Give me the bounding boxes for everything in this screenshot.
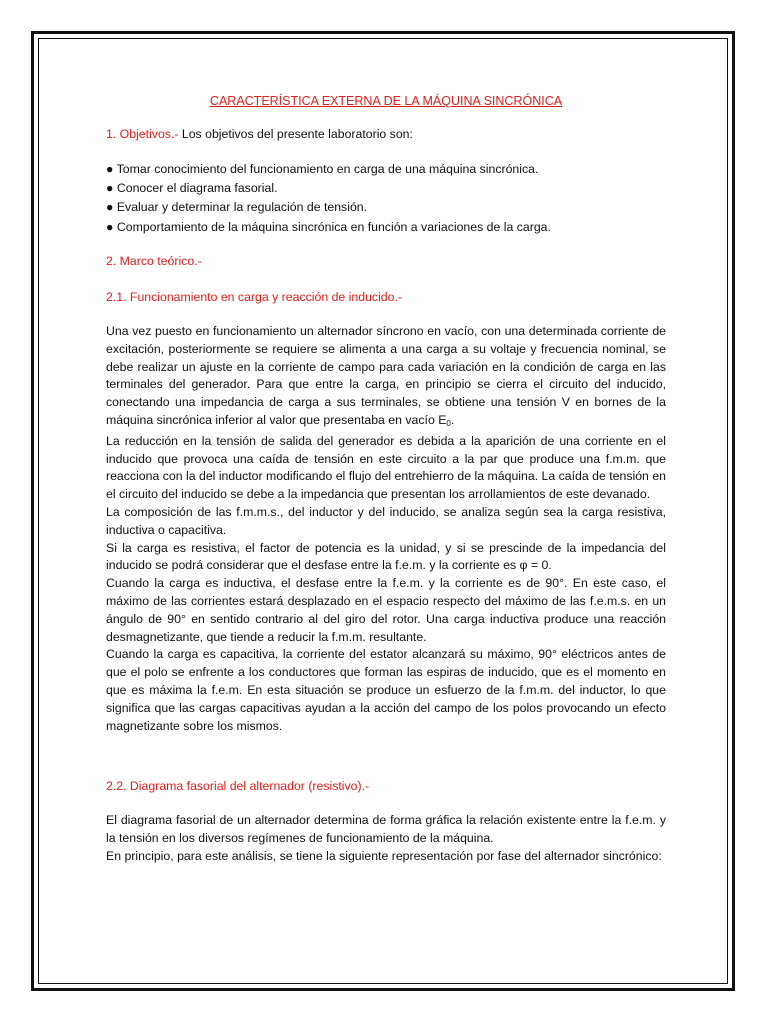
bullet-icon: ●: [106, 181, 114, 195]
objective-item: [106, 180, 277, 198]
paragraph: Cuando la carga es capacitiva, la corriente del estator alcanzará su máximo, 90° eléctricos antes de que el polo se enfrente a los conductores que forman las espiras de inducido, que es el momento en que es máxima la f.e.m. En esta situación se produce un esfuerzo de la f.m.m. del inductor, lo que significa que las cargas capacitivas ayudan a la acción del campo de los polos provocando un efecto magnetizante sobre los mismos.: [106, 647, 666, 733]
section-2-2-body: [106, 812, 666, 865]
bullet-icon: ●: [106, 220, 114, 234]
objective-item: [106, 199, 367, 217]
document-title: CARACTERÍSTICA EXTERNA DE LA MÁQUINA SINCRÓNICA: [209, 94, 563, 108]
objective-text: Comportamiento de la máquina sincrónica en función a variaciones de la carga.: [116, 220, 551, 234]
section-2-2-heading: 2.2. Diagrama fasorial del alternador (resistivo).-: [106, 779, 370, 793]
section-2-1-body: [106, 323, 666, 735]
bullet-icon: ●: [106, 162, 114, 176]
paragraph: Una vez puesto en funcionamiento un alternador síncrono en vacío, con una determinada corriente de excitación, posteriormente se requiere se alimenta a una carga a su voltaje y frecuencia nominal, se debe realizar un ajuste en la corriente de campo para cada variación en la condición de carga en las terminales del generador. Para que entre la carga, en principio se cierra el circuito del inducido, conectando una impedancia de carga a sus terminales, se obtiene una tensión V en bornes de la máquina sincrónica inferior al valor que presentaba en vacío $E_0$.: [106, 324, 666, 428]
marco-heading: 2. Marco teórico.-: [106, 254, 202, 268]
objectives-heading: 1. Objetivos.-: [106, 127, 179, 141]
paragraph: La composición de las f.m.m.s., del inductor y del inducido, se analiza según sea la carga resistiva, inductiva o capacitiva.: [106, 504, 666, 537]
paragraph: En principio, para este análisis, se tiene la siguiente representación por fase del alternador sincrónico:: [106, 848, 662, 863]
objective-item: [106, 161, 538, 179]
objective-text: Evaluar y determinar la regulación de tensión.: [116, 200, 368, 214]
objective-text: Conocer el diagrama fasorial.: [116, 181, 278, 195]
paragraph: Si la carga es resistiva, el factor de potencia es la unidad, y si se prescinde de la impedancia del inducido se podrá considerar que el desfase entre la f.e.m. y la corriente es φ = 0.: [106, 540, 666, 573]
objectives-intro: Los objetivos del presente laboratorio son:: [178, 127, 413, 141]
section-2-1-heading: 2.1. Funcionamiento en carga y reacción de inducido.-: [106, 290, 402, 304]
objective-item: [106, 219, 551, 237]
paragraph: La reducción en la tensión de salida del generador es debida a la aparición de una corriente en el inducido que provoca una caída de tensión en este circuito a la par que produce una f.m.m. que reacciona con la del inductor modificando el flujo del entrehierro de la máquina. La caída de tensión en el circuito del inducido se debe a la impedancia que presentan los arrollamientos de este devanado.: [106, 433, 666, 502]
paragraph: Cuando la carga es inductiva, el desfase entre la f.e.m. y la corriente es de 90°. En este caso, el máximo de las corrientes estará desplazado en el espacio respecto del máximo de las f.e.m.s. en un ángulo de 90° en sentido contrario al del giro del rotor. Una carga inductiva produce una reacción desmagnetizante, que tiende a reducir la f.m.m. resultante.: [106, 576, 666, 644]
objective-text: Tomar conocimiento del funcionamiento en carga de una máquina sincrónica.: [116, 162, 539, 176]
bullet-icon: ●: [106, 200, 114, 214]
objectives-line: [106, 126, 413, 144]
paragraph: El diagrama fasorial de un alternador determina de forma gráfica la relación existente entre la f.e.m. y la tensión en los diversos regímenes de funcionamiento de la máquina.: [106, 813, 666, 845]
